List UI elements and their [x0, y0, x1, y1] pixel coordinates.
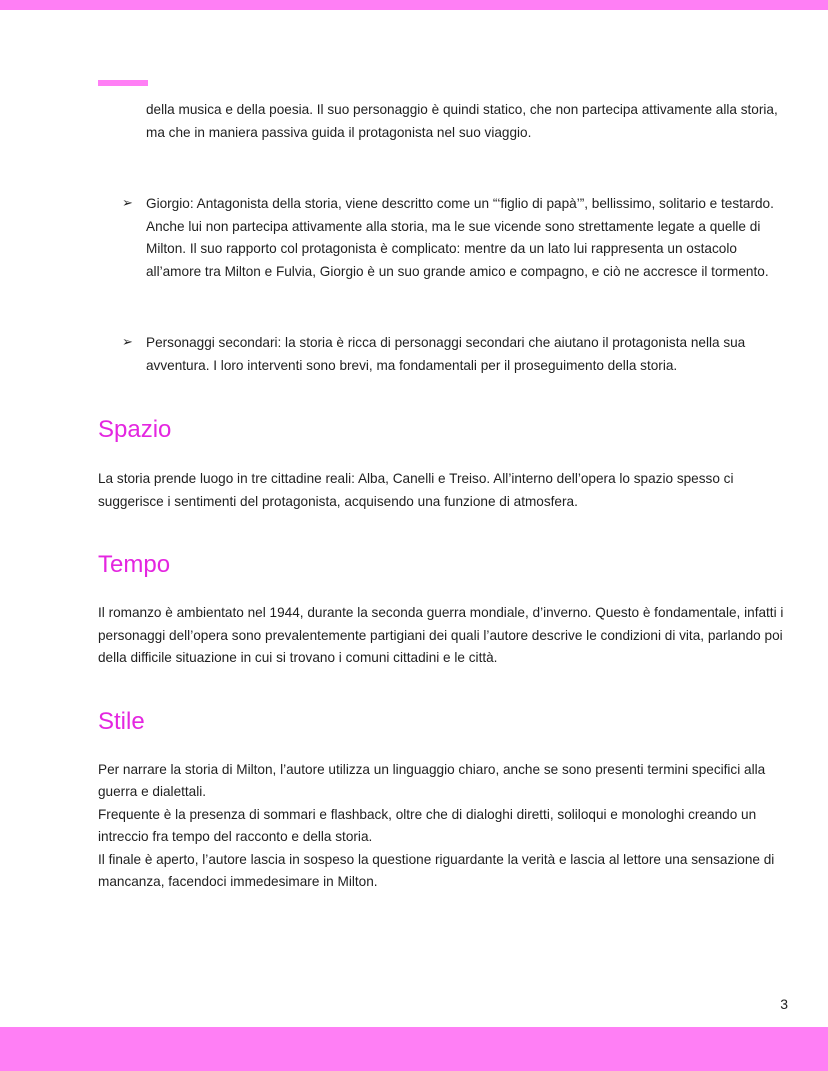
section-heading-tempo: Tempo [98, 551, 171, 578]
page-content [98, 99, 790, 894]
tempo-paragraph: Il romanzo è ambientato nel 1944, durante la seconda guerra mondiale, d’inverno. Questo è fondamentale, infatti i personaggi dell’opera sono prevalentemente partigiani dei quali l’autore descrive le condizioni di vita, parlando poi della difficile situazione in cui si trovano i comuni cittadini e le città. [98, 605, 784, 665]
intro-continuation-paragraph: della musica e della poesia. Il suo personaggio è quindi statico, che non partecipa attivamente alla storia, ma che in maniera passiva guida il protagonista nel suo viaggio. [146, 102, 778, 140]
page-number: 3 [780, 996, 788, 1012]
bullet-text: Personaggi secondari: la storia è ricca di personaggi secondari che aiutano il protagonista nella sua avventura. I loro interventi sono brevi, ma fondamentali per il proseguimento della storia. [146, 335, 746, 373]
stile-paragraph-3: Il finale è aperto, l’autore lascia in sospeso la questione riguardante la verità e lascia al lettore una sensazione di mancanza, facendoci immedesimare in Milton. [98, 851, 775, 889]
bullet-item-secondary-characters [98, 332, 790, 377]
arrow-bullet-icon: ➢ [122, 335, 133, 350]
section-heading-stile: Stile [98, 707, 145, 735]
accent-dash [98, 80, 148, 86]
bullet-item-giorgio [98, 193, 790, 283]
stile-paragraph-2: Frequente è la presenza di sommari e flashback, oltre che di dialoghi diretti, soliloqui e monologhi creando un intreccio fra tempo del racconto e della storia. [98, 806, 757, 844]
stile-paragraph-1: Per narrare la storia di Milton, l’autore utilizza un linguaggio chiaro, anche se sono presenti termini specifici alla guerra e dialettali. [98, 761, 766, 799]
bottom-decorative-band [0, 1027, 828, 1071]
section-heading-spazio: Spazio [98, 416, 172, 443]
arrow-bullet-icon: ➢ [122, 196, 133, 211]
spazio-paragraph: La storia prende luogo in tre cittadine reali: Alba, Canelli e Treiso. All’interno dell’opera lo spazio spesso ci suggerisce i sentimenti del protagonista, acquisendo una funzione di atmosfera. [98, 471, 734, 509]
top-decorative-band [0, 0, 828, 10]
bullet-text: Giorgio: Antagonista della storia, viene descritto come un “‘figlio di papà’”, bellissimo, solitario e testardo. Anche lui non partecipa attivamente alla storia, ma le sue vicende sono strettamente legate a quelle di Milton. Il suo rapporto col protagonista è complicato: mentre da un lato lui rappresenta un ostacolo all’amore tra Milton e Fulvia, Giorgio è un suo grande amico e compagno, e ciò ne accresce il tormento. [146, 196, 774, 279]
